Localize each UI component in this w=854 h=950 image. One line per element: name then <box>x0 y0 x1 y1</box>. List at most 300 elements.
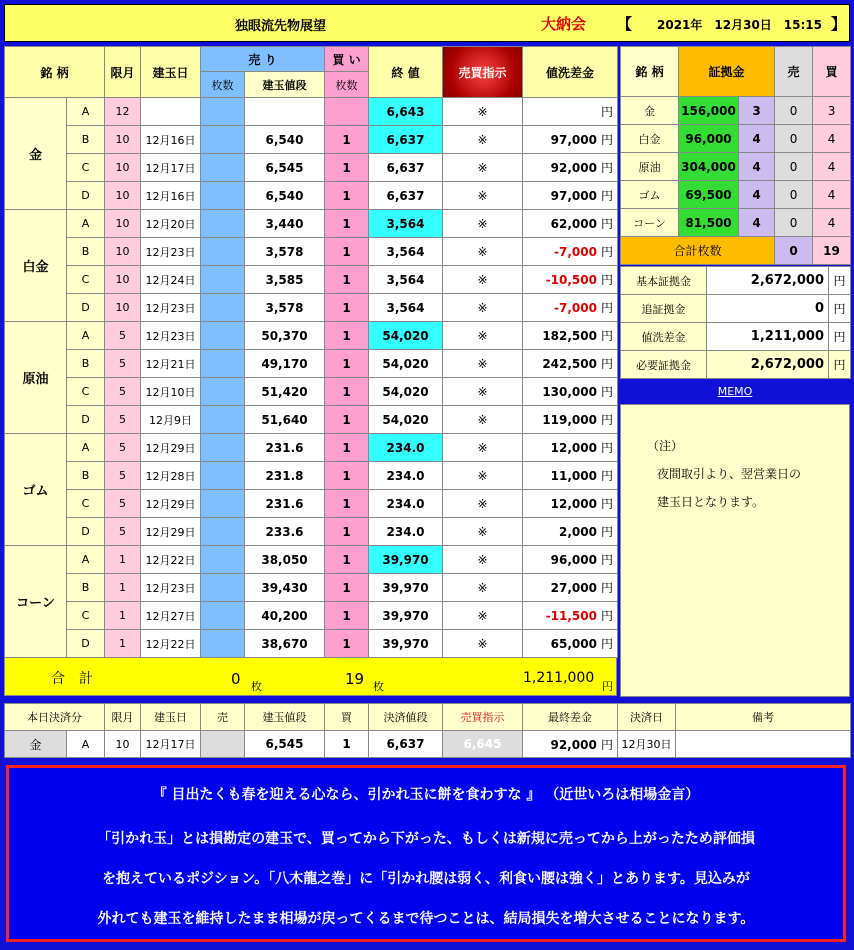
col-open-date: 建玉日 <box>141 47 201 98</box>
brand-name: 金 <box>5 98 67 210</box>
col-diff: 値洗差金 <box>523 47 618 98</box>
row-open-date: 12月16日 <box>141 126 201 154</box>
summary-value: 0 <box>707 295 829 323</box>
summary-row <box>621 351 851 379</box>
settle-final-value: 92,000 <box>550 737 597 752</box>
row-open-date: 12月28日 <box>141 462 201 490</box>
margin-col-amount: 証拠金 <box>679 47 775 97</box>
margin-col-buy: 買 <box>813 47 851 97</box>
row-open-date: 12月17日 <box>141 154 201 182</box>
settle-name: 金 <box>5 731 67 758</box>
row-buy-count: 1 <box>325 602 369 630</box>
settle-buy: 1 <box>325 731 369 758</box>
row-buy-count <box>325 98 369 126</box>
row-diff-value: 62,000 <box>550 217 597 231</box>
row-sub: D <box>67 182 105 210</box>
position-row <box>5 210 618 238</box>
margin-row <box>621 181 851 209</box>
row-mark: ※ <box>443 210 523 238</box>
row-diff <box>523 490 618 518</box>
settle-value: 6,637 <box>369 731 443 758</box>
row-diff-value: 2,000 <box>559 525 597 539</box>
row-diff-value: 96,000 <box>550 553 597 567</box>
row-close: 39,970 <box>369 546 443 574</box>
total-yen: 円 <box>602 680 613 693</box>
row-diff-yen: 円 <box>600 441 613 455</box>
row-month: 12 <box>105 98 141 126</box>
row-sell-count <box>201 322 245 350</box>
total-sell: 0 <box>231 670 241 688</box>
row-diff-value: 182,500 <box>542 329 597 343</box>
summary-row <box>621 295 851 323</box>
row-diff <box>523 630 618 658</box>
row-mark: ※ <box>443 574 523 602</box>
row-mark: ※ <box>443 294 523 322</box>
quote-line1: 「引かれ玉」とは損勘定の建玉で、買ってから下がった、もしくは新規に売ってから上がったため評価損 <box>97 831 755 847</box>
row-diff-value: 119,000 <box>542 413 597 427</box>
position-row <box>5 154 618 182</box>
row-sell-count <box>201 378 245 406</box>
row-month: 10 <box>105 154 141 182</box>
brand-name: 原油 <box>5 322 67 434</box>
row-mark: ※ <box>443 518 523 546</box>
row-diff <box>523 182 618 210</box>
col-buy-label: 買 い <box>332 52 361 67</box>
row-diff-yen: 円 <box>600 413 613 427</box>
margin-amount: 304,000 <box>679 153 739 181</box>
row-sell-count <box>201 126 245 154</box>
col-brand: 銘 柄 <box>5 47 105 98</box>
row-sub: C <box>67 154 105 182</box>
row-mark: ※ <box>443 546 523 574</box>
row-buy-count: 1 <box>325 546 369 574</box>
settle-instruction: 6,645 <box>443 731 523 758</box>
row-diff <box>523 378 618 406</box>
row-month: 1 <box>105 602 141 630</box>
row-month: 10 <box>105 238 141 266</box>
row-diff <box>523 546 618 574</box>
margin-unit: 4 <box>739 181 775 209</box>
row-sub: D <box>67 406 105 434</box>
row-mark: ※ <box>443 266 523 294</box>
row-close: 39,970 <box>369 602 443 630</box>
row-sell-count <box>201 546 245 574</box>
col-sell-label: 売 り <box>248 52 277 67</box>
row-open-date: 12月29日 <box>141 434 201 462</box>
row-close: 3,564 <box>369 294 443 322</box>
settlement-table <box>4 703 851 758</box>
row-mark: ※ <box>443 630 523 658</box>
row-mark: ※ <box>443 238 523 266</box>
row-month: 5 <box>105 350 141 378</box>
row-diff-yen: 円 <box>600 469 613 483</box>
row-buy-count: 1 <box>325 574 369 602</box>
row-close: 6,637 <box>369 182 443 210</box>
settle-final <box>523 731 618 758</box>
row-diff-value: -7,000 <box>554 245 597 259</box>
row-sub: C <box>67 490 105 518</box>
row-close: 54,020 <box>369 406 443 434</box>
settle-date2: 12月30日 <box>618 731 676 758</box>
row-diff-yen: 円 <box>600 189 613 203</box>
row-month: 1 <box>105 630 141 658</box>
settle-col-header: 売買指示 <box>443 704 523 731</box>
row-diff-yen: 円 <box>600 273 613 287</box>
position-row <box>5 406 618 434</box>
row-diff <box>523 574 618 602</box>
settle-col-header: 買 <box>325 704 369 731</box>
row-open-date: 12月10日 <box>141 378 201 406</box>
row-diff-yen: 円 <box>600 497 613 511</box>
margin-brand: 原油 <box>621 153 679 181</box>
margin-sell: 0 <box>775 181 813 209</box>
settle-col-header: 建玉値段 <box>245 704 325 731</box>
settle-col-header: 限月 <box>105 704 141 731</box>
row-diff-value: 27,000 <box>550 581 597 595</box>
row-diff <box>523 462 618 490</box>
summary-value: 1,211,000 <box>707 323 829 351</box>
row-diff-yen: 円 <box>600 609 613 623</box>
position-row <box>5 518 618 546</box>
settle-final-yen: 円 <box>600 737 613 752</box>
row-diff <box>523 294 618 322</box>
row-sub: D <box>67 294 105 322</box>
row-mark: ※ <box>443 182 523 210</box>
row-open-date: 12月23日 <box>141 322 201 350</box>
row-buy-count: 1 <box>325 378 369 406</box>
row-open-price: 49,170 <box>245 350 325 378</box>
row-diff <box>523 126 618 154</box>
bracket-close: 】 <box>831 15 847 33</box>
row-open-price: 39,430 <box>245 574 325 602</box>
quote-box <box>6 765 846 942</box>
row-sub: A <box>67 546 105 574</box>
summary-yen: 円 <box>829 295 851 323</box>
row-mark: ※ <box>443 98 523 126</box>
position-row <box>5 434 618 462</box>
row-open-price: 6,540 <box>245 182 325 210</box>
position-row <box>5 490 618 518</box>
total-buy: 19 <box>345 670 365 688</box>
event-label: 大納会 <box>541 15 587 33</box>
margin-row <box>621 209 851 237</box>
row-month: 5 <box>105 518 141 546</box>
margin-row <box>621 153 851 181</box>
row-diff-yen: 円 <box>600 357 613 371</box>
settle-month: 10 <box>105 731 141 758</box>
quote-title: 『 目出たくも春を迎える心なら、引かれ玉に餅を食わすな 』 （近世いろは相場金言） <box>152 787 700 803</box>
row-mark: ※ <box>443 126 523 154</box>
summary-row <box>621 267 851 295</box>
row-buy-count: 1 <box>325 154 369 182</box>
position-row <box>5 238 618 266</box>
row-sub: C <box>67 266 105 294</box>
row-sell-count <box>201 462 245 490</box>
row-month: 1 <box>105 546 141 574</box>
row-open-date: 12月20日 <box>141 210 201 238</box>
row-sell-count <box>201 630 245 658</box>
row-sub: B <box>67 350 105 378</box>
position-row <box>5 546 618 574</box>
total-label: 合 計 <box>51 671 93 687</box>
margin-buy: 3 <box>813 97 851 125</box>
row-mark: ※ <box>443 462 523 490</box>
row-close: 6,637 <box>369 126 443 154</box>
row-open-date: 12月29日 <box>141 518 201 546</box>
row-open-price: 231.8 <box>245 462 325 490</box>
row-diff-value: 242,500 <box>542 357 597 371</box>
row-diff-yen: 円 <box>600 133 613 147</box>
row-close: 3,564 <box>369 210 443 238</box>
row-sub: B <box>67 238 105 266</box>
row-sell-count <box>201 490 245 518</box>
row-diff-yen: 円 <box>600 637 613 651</box>
row-open-date: 12月16日 <box>141 182 201 210</box>
row-open-price: 6,545 <box>245 154 325 182</box>
row-sub: B <box>67 574 105 602</box>
row-open-price: 51,420 <box>245 378 325 406</box>
row-buy-count: 1 <box>325 210 369 238</box>
summary-value: 2,672,000 <box>707 351 829 379</box>
row-buy-count: 1 <box>325 266 369 294</box>
position-row <box>5 630 618 658</box>
memo-link[interactable]: MEMO <box>717 385 753 398</box>
settle-note <box>676 731 851 758</box>
row-open-date <box>141 98 201 126</box>
row-open-price: 231.6 <box>245 490 325 518</box>
margin-amount: 69,500 <box>679 181 739 209</box>
position-row <box>5 574 618 602</box>
row-open-date: 12月29日 <box>141 490 201 518</box>
row-diff-yen: 円 <box>600 161 613 175</box>
position-row <box>5 462 618 490</box>
margin-total-buy: 19 <box>813 237 851 265</box>
row-diff <box>523 322 618 350</box>
row-diff-value: 65,000 <box>550 637 597 651</box>
col-month: 限月 <box>105 47 141 98</box>
margin-sell: 0 <box>775 97 813 125</box>
row-sell-count <box>201 574 245 602</box>
row-sell-count <box>201 182 245 210</box>
row-diff <box>523 98 618 126</box>
row-diff-value: 97,000 <box>550 133 597 147</box>
row-open-price: 3,578 <box>245 238 325 266</box>
row-buy-count: 1 <box>325 630 369 658</box>
position-row <box>5 378 618 406</box>
row-mark: ※ <box>443 490 523 518</box>
row-sell-count <box>201 350 245 378</box>
row-buy-count: 1 <box>325 322 369 350</box>
row-diff <box>523 266 618 294</box>
row-diff-value: -11,500 <box>545 609 597 623</box>
row-open-price: 40,200 <box>245 602 325 630</box>
row-open-price: 38,670 <box>245 630 325 658</box>
row-close: 54,020 <box>369 378 443 406</box>
position-row <box>5 322 618 350</box>
margin-brand: 金 <box>621 97 679 125</box>
row-buy-count: 1 <box>325 238 369 266</box>
row-buy-count: 1 <box>325 406 369 434</box>
row-open-price: 38,050 <box>245 546 325 574</box>
margin-total-sell: 0 <box>775 237 813 265</box>
margin-sell: 0 <box>775 153 813 181</box>
row-month: 10 <box>105 126 141 154</box>
row-month: 10 <box>105 182 141 210</box>
row-diff-value: 92,000 <box>550 161 597 175</box>
quote-line2: を抱えているポジション。「八木龍之巻」に「引かれ腰は弱く、利食い腰は強く」とあります。見込みが <box>102 871 750 887</box>
row-open-date: 12月9日 <box>141 406 201 434</box>
row-month: 10 <box>105 266 141 294</box>
margin-col-brand: 銘 柄 <box>621 47 679 97</box>
row-sell-count <box>201 294 245 322</box>
row-sell-count <box>201 210 245 238</box>
row-diff-value: 12,000 <box>550 497 597 511</box>
row-month: 5 <box>105 378 141 406</box>
settle-col-header: 最終差金 <box>523 704 618 731</box>
row-mark: ※ <box>443 350 523 378</box>
settle-col-header: 建玉日 <box>141 704 201 731</box>
row-sub: A <box>67 434 105 462</box>
summary-label: 基本証拠金 <box>621 267 707 295</box>
settle-date: 12月17日 <box>141 731 201 758</box>
row-diff <box>523 238 618 266</box>
margin-sell: 0 <box>775 209 813 237</box>
row-diff <box>523 602 618 630</box>
row-sub: C <box>67 378 105 406</box>
margin-unit: 4 <box>739 125 775 153</box>
row-diff-yen: 円 <box>600 245 613 259</box>
row-close: 6,643 <box>369 98 443 126</box>
margin-buy: 4 <box>813 125 851 153</box>
settle-sub: A <box>67 731 105 758</box>
row-diff-yen: 円 <box>600 581 613 595</box>
brand-name: ゴム <box>5 434 67 546</box>
row-diff-yen: 円 <box>600 217 613 231</box>
row-month: 10 <box>105 210 141 238</box>
brand-name: 白金 <box>5 210 67 322</box>
datetime: 2021年 12月30日 15:15 <box>657 18 822 32</box>
memo-panel <box>620 404 850 697</box>
row-diff-yen: 円 <box>600 525 613 539</box>
row-diff <box>523 210 618 238</box>
row-diff-value: -7,000 <box>554 301 597 315</box>
row-sub: B <box>67 462 105 490</box>
row-diff-yen: 円 <box>600 301 613 315</box>
row-sub: B <box>67 126 105 154</box>
margin-buy: 4 <box>813 153 851 181</box>
quote-line3: 外れても建玉を維持したまま相場が戻ってくるまで待つことは、結局損失を増大させることになります。 <box>97 911 755 927</box>
margin-buy: 4 <box>813 181 851 209</box>
total-sell-unit: 枚 <box>251 680 262 693</box>
header-bar <box>4 4 850 42</box>
margin-brand: コーン <box>621 209 679 237</box>
row-open-date: 12月21日 <box>141 350 201 378</box>
row-sell-count <box>201 238 245 266</box>
row-open-date: 12月22日 <box>141 546 201 574</box>
margin-summary-table <box>620 266 851 379</box>
bracket-open: 【 <box>617 15 633 33</box>
margin-unit: 4 <box>739 209 775 237</box>
margin-amount: 96,000 <box>679 125 739 153</box>
row-sell-count <box>201 98 245 126</box>
row-sell-count <box>201 154 245 182</box>
row-close: 54,020 <box>369 350 443 378</box>
row-mark: ※ <box>443 434 523 462</box>
summary-label: 追証拠金 <box>621 295 707 323</box>
margin-buy: 4 <box>813 209 851 237</box>
row-close: 234.0 <box>369 518 443 546</box>
summary-label: 値洗差金 <box>621 323 707 351</box>
row-close: 54,020 <box>369 322 443 350</box>
row-buy-count: 1 <box>325 518 369 546</box>
row-open-price: 6,540 <box>245 126 325 154</box>
row-buy-count: 1 <box>325 182 369 210</box>
col-buy-count: 枚数 <box>325 72 369 98</box>
row-diff-value: 97,000 <box>550 189 597 203</box>
row-open-price: 50,370 <box>245 322 325 350</box>
row-sell-count <box>201 602 245 630</box>
memo-note: （注） <box>647 439 684 453</box>
row-sell-count <box>201 518 245 546</box>
row-month: 10 <box>105 294 141 322</box>
margin-total-label: 合計枚数 <box>621 237 775 265</box>
margin-amount: 81,500 <box>679 209 739 237</box>
row-buy-count: 1 <box>325 462 369 490</box>
row-diff-yen: 円 <box>600 385 613 399</box>
margin-col-sell: 売 <box>775 47 813 97</box>
summary-value: 2,672,000 <box>707 267 829 295</box>
col-instruction: 売買指示 <box>443 47 523 98</box>
row-close: 234.0 <box>369 490 443 518</box>
row-close: 234.0 <box>369 434 443 462</box>
summary-yen: 円 <box>829 267 851 295</box>
row-open-price: 231.6 <box>245 434 325 462</box>
row-open-price: 3,440 <box>245 210 325 238</box>
row-buy-count: 1 <box>325 126 369 154</box>
row-month: 5 <box>105 406 141 434</box>
col-close: 終 値 <box>369 47 443 98</box>
row-close: 3,564 <box>369 238 443 266</box>
margin-table <box>620 46 851 265</box>
position-row <box>5 602 618 630</box>
row-month: 5 <box>105 322 141 350</box>
row-buy-count: 1 <box>325 294 369 322</box>
row-diff <box>523 406 618 434</box>
total-row <box>4 657 617 696</box>
margin-row <box>621 97 851 125</box>
row-diff-value: 11,000 <box>550 469 597 483</box>
brand-name: コーン <box>5 546 67 658</box>
row-open-date: 12月22日 <box>141 630 201 658</box>
total-diff: 1,211,000 <box>523 670 595 686</box>
row-mark: ※ <box>443 378 523 406</box>
summary-row <box>621 323 851 351</box>
margin-row <box>621 125 851 153</box>
row-open-date: 12月23日 <box>141 574 201 602</box>
settle-col-header: 本日決済分 <box>5 704 105 731</box>
position-row <box>5 294 618 322</box>
col-buy <box>325 47 369 72</box>
row-mark: ※ <box>443 322 523 350</box>
row-open-date: 12月23日 <box>141 238 201 266</box>
row-sub: C <box>67 602 105 630</box>
margin-amount: 156,000 <box>679 97 739 125</box>
row-sell-count <box>201 406 245 434</box>
col-sell <box>201 47 325 72</box>
margin-unit: 4 <box>739 153 775 181</box>
row-month: 5 <box>105 434 141 462</box>
memo-line2: 建玉日となります。 <box>657 495 765 509</box>
